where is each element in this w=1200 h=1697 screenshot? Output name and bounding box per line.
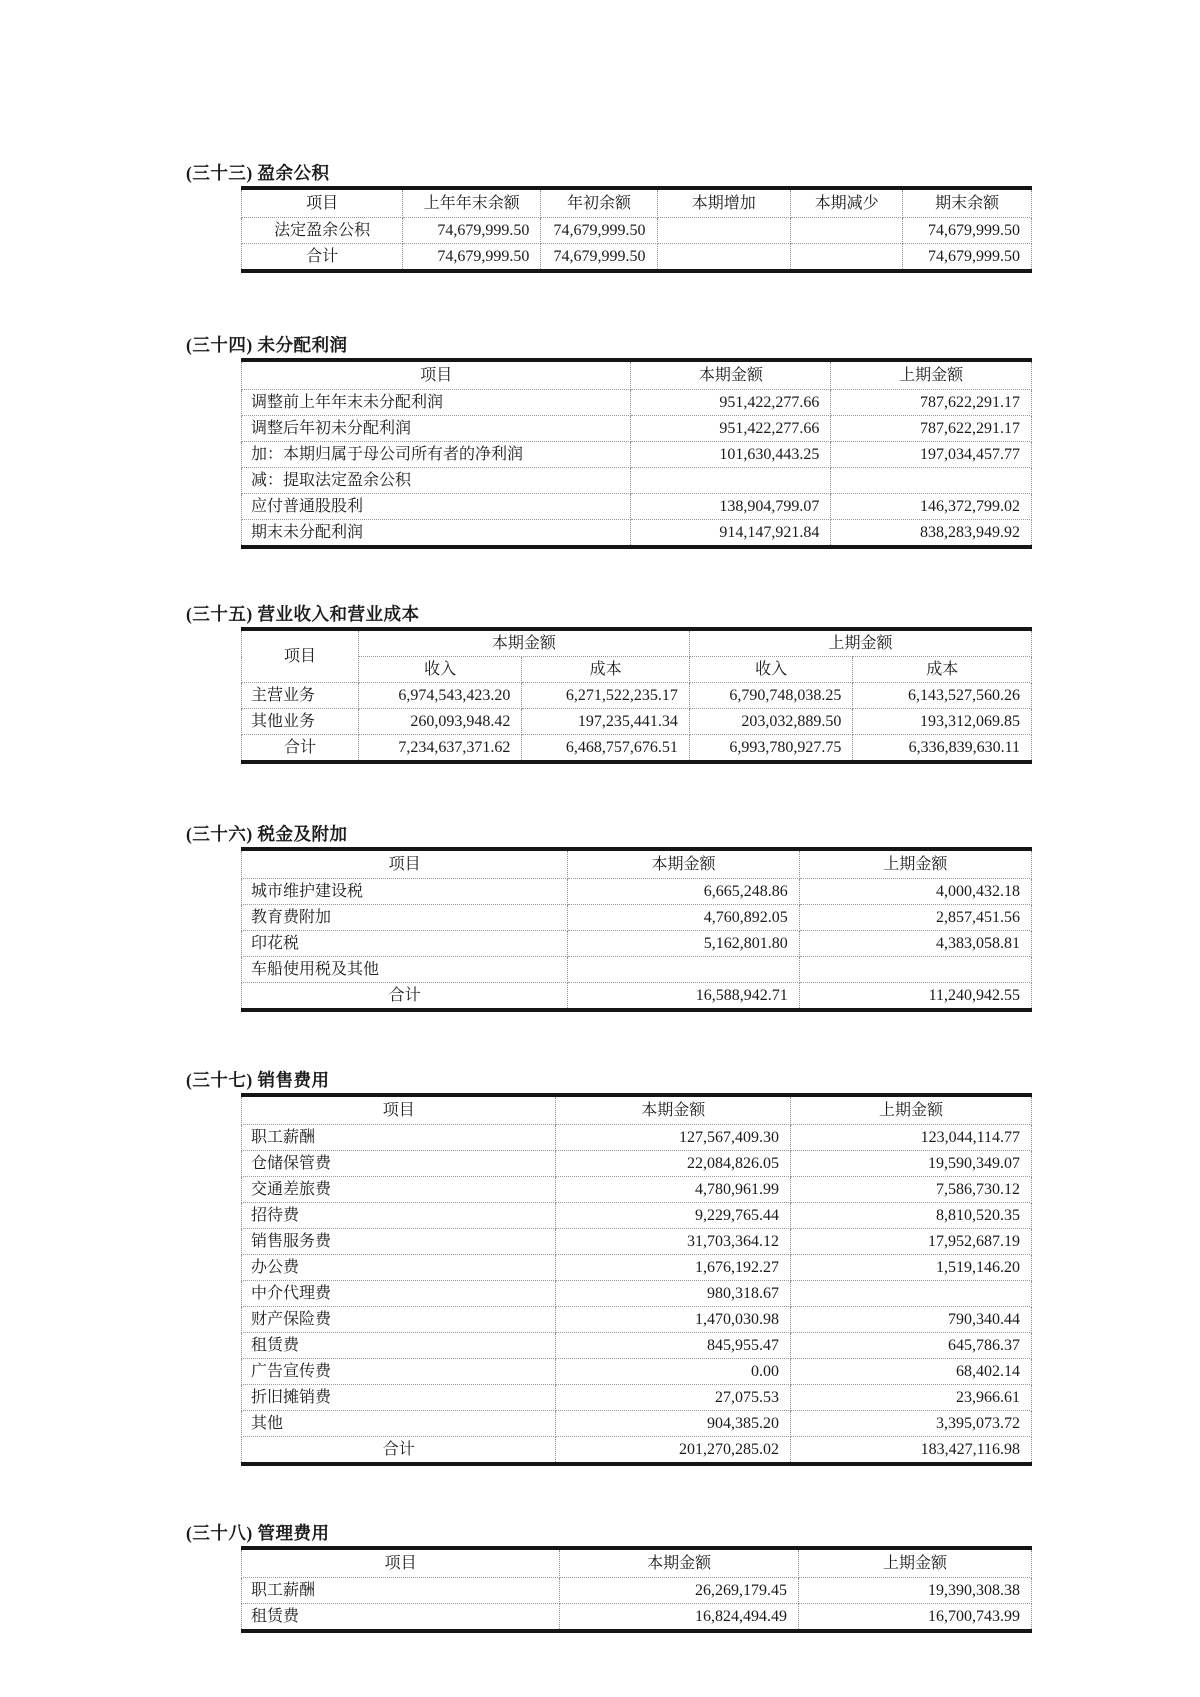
cell-value: 74,679,999.50	[403, 218, 541, 244]
cell-value: 101,630,443.25	[631, 442, 831, 468]
cell-value: 1,470,030.98	[556, 1307, 791, 1333]
cell-value	[799, 957, 1031, 983]
cell-value: 68,402.14	[791, 1359, 1032, 1385]
row-label: 法定盈余公积	[242, 218, 403, 244]
column-header: 项目	[242, 360, 631, 390]
row-label: 调整前上年年末未分配利润	[242, 390, 631, 416]
section-admin-expenses	[186, 1523, 1046, 1633]
table-row	[242, 416, 1032, 442]
cell-value: 74,679,999.50	[541, 218, 657, 244]
column-header: 项目	[242, 188, 403, 218]
cell-value: 19,590,349.07	[791, 1151, 1032, 1177]
cell-value: 16,824,494.49	[560, 1604, 799, 1632]
cell-value: 6,143,527,560.26	[853, 683, 1032, 709]
column-header: 上期金额	[798, 1548, 1031, 1578]
cell-value: 4,383,058.81	[799, 931, 1031, 957]
section-undistributed-profit	[186, 335, 1046, 549]
cell-value: 6,974,543,423.20	[358, 683, 522, 709]
cell-value	[657, 244, 791, 272]
row-label: 期末未分配利润	[242, 520, 631, 548]
table-row	[242, 905, 1032, 931]
cell-value: 22,084,826.05	[556, 1151, 791, 1177]
table-row	[242, 520, 1032, 548]
cell-value: 6,790,748,038.25	[689, 683, 853, 709]
column-header: 成本	[522, 657, 689, 683]
table-row	[242, 442, 1032, 468]
table-row	[242, 390, 1032, 416]
cell-value: 0.00	[556, 1359, 791, 1385]
section-title: (三十四) 未分配利润	[186, 335, 348, 355]
cell-value	[657, 218, 791, 244]
row-label: 合计	[242, 983, 568, 1011]
column-header: 期末余额	[903, 188, 1032, 218]
table-row	[242, 468, 1032, 494]
row-label: 财产保险费	[242, 1307, 556, 1333]
header-row	[242, 657, 1032, 683]
cell-value: 6,336,839,630.11	[853, 735, 1032, 763]
cell-value: 6,993,780,927.75	[689, 735, 853, 763]
cell-value: 838,283,949.92	[831, 520, 1032, 548]
cell-value: 787,622,291.17	[831, 390, 1032, 416]
cell-value: 183,427,116.98	[791, 1437, 1032, 1465]
cell-value: 74,679,999.50	[903, 218, 1032, 244]
column-header: 收入	[358, 657, 522, 683]
column-header: 项目	[242, 1095, 556, 1125]
row-label: 其他业务	[242, 709, 359, 735]
row-label: 印花税	[242, 931, 568, 957]
row-label: 销售服务费	[242, 1229, 556, 1255]
total-row	[242, 735, 1032, 763]
cell-value: 3,395,073.72	[791, 1411, 1032, 1437]
cell-value: 645,786.37	[791, 1333, 1032, 1359]
cell-value: 19,390,308.38	[798, 1578, 1031, 1604]
cell-value: 4,760,892.05	[568, 905, 799, 931]
column-header: 本期金额	[631, 360, 831, 390]
cell-value: 914,147,921.84	[631, 520, 831, 548]
row-label: 合计	[242, 1437, 556, 1465]
table-row	[242, 1385, 1032, 1411]
column-header: 项目	[242, 1548, 560, 1578]
cell-value: 16,700,743.99	[798, 1604, 1031, 1632]
row-label: 广告宣传费	[242, 1359, 556, 1385]
row-label: 租赁费	[242, 1333, 556, 1359]
row-label: 中介代理费	[242, 1281, 556, 1307]
table-row	[242, 1604, 1032, 1632]
undistributed-profit-table	[241, 358, 1032, 549]
table-row	[242, 709, 1032, 735]
row-label: 租赁费	[242, 1604, 560, 1632]
row-label: 合计	[242, 244, 403, 272]
header-row	[242, 629, 1032, 657]
section-taxes-surcharges	[186, 824, 1046, 1012]
table-row	[242, 1281, 1032, 1307]
cell-value: 7,234,637,371.62	[358, 735, 522, 763]
row-label: 合计	[242, 735, 359, 763]
row-label: 调整后年初未分配利润	[242, 416, 631, 442]
cell-value: 74,679,999.50	[903, 244, 1032, 272]
section-title: (三十六) 税金及附加	[186, 824, 348, 844]
section-title: (三十三) 盈余公积	[186, 163, 330, 183]
table-row	[242, 1255, 1032, 1281]
row-label: 交通差旅费	[242, 1177, 556, 1203]
cell-value: 790,340.44	[791, 1307, 1032, 1333]
cell-value: 6,468,757,676.51	[522, 735, 689, 763]
column-header: 成本	[853, 657, 1032, 683]
cell-value: 23,966.61	[791, 1385, 1032, 1411]
surplus-reserve-table	[241, 186, 1032, 273]
table-row	[242, 1307, 1032, 1333]
column-header: 上期金额	[791, 1095, 1032, 1125]
cell-value: 16,588,942.71	[568, 983, 799, 1011]
row-label: 办公费	[242, 1255, 556, 1281]
table-row	[242, 218, 1032, 244]
total-row	[242, 244, 1032, 272]
cell-value: 904,385.20	[556, 1411, 791, 1437]
section-title: (三十五) 营业收入和营业成本	[186, 604, 420, 624]
cell-value: 1,676,192.27	[556, 1255, 791, 1281]
row-label: 城市维护建设税	[242, 879, 568, 905]
cell-value: 8,810,520.35	[791, 1203, 1032, 1229]
cell-value: 2,857,451.56	[799, 905, 1031, 931]
column-header: 上期金额	[831, 360, 1032, 390]
cell-value	[631, 468, 831, 494]
column-header: 收入	[689, 657, 853, 683]
column-header: 本期金额	[568, 849, 799, 879]
row-label: 职工薪酬	[242, 1578, 560, 1604]
row-label: 车船使用税及其他	[242, 957, 568, 983]
column-header: 本期增加	[657, 188, 791, 218]
table-row	[242, 1151, 1032, 1177]
table-row	[242, 1333, 1032, 1359]
cell-value: 980,318.67	[556, 1281, 791, 1307]
table-row	[242, 957, 1032, 983]
header-row	[242, 1095, 1032, 1125]
cell-value: 127,567,409.30	[556, 1125, 791, 1151]
column-header: 上期金额	[689, 629, 1031, 657]
cell-value	[568, 957, 799, 983]
row-label: 主营业务	[242, 683, 359, 709]
column-header: 年初余额	[541, 188, 657, 218]
cell-value: 138,904,799.07	[631, 494, 831, 520]
row-label: 应付普通股股利	[242, 494, 631, 520]
section-title: (三十七) 销售费用	[186, 1070, 330, 1090]
cell-value: 951,422,277.66	[631, 416, 831, 442]
cell-value: 17,952,687.19	[791, 1229, 1032, 1255]
table-row	[242, 494, 1032, 520]
table-row	[242, 931, 1032, 957]
header-row	[242, 188, 1032, 218]
column-header: 本期减少	[791, 188, 903, 218]
row-label: 招待费	[242, 1203, 556, 1229]
cell-value: 6,271,522,235.17	[522, 683, 689, 709]
cell-value: 203,032,889.50	[689, 709, 853, 735]
cell-value: 197,034,457.77	[831, 442, 1032, 468]
cell-value: 11,240,942.55	[799, 983, 1031, 1011]
cell-value: 1,519,146.20	[791, 1255, 1032, 1281]
row-label: 减：提取法定盈余公积	[242, 468, 631, 494]
table-row	[242, 879, 1032, 905]
table-row	[242, 1578, 1032, 1604]
cell-value: 31,703,364.12	[556, 1229, 791, 1255]
cell-value: 197,235,441.34	[522, 709, 689, 735]
cell-value	[791, 218, 903, 244]
column-header: 本期金额	[358, 629, 689, 657]
cell-value: 74,679,999.50	[403, 244, 541, 272]
cell-value: 951,422,277.66	[631, 390, 831, 416]
cell-value: 74,679,999.50	[541, 244, 657, 272]
cell-value: 260,093,948.42	[358, 709, 522, 735]
section-title: (三十八) 管理费用	[186, 1523, 330, 1543]
cell-value: 6,665,248.86	[568, 879, 799, 905]
section-selling-expenses	[186, 1070, 1046, 1466]
header-row	[242, 849, 1032, 879]
column-header: 项目	[242, 629, 359, 683]
section-revenue-cost	[186, 604, 1046, 764]
table-row	[242, 1177, 1032, 1203]
column-header: 项目	[242, 849, 568, 879]
table-row	[242, 683, 1032, 709]
cell-value: 7,586,730.12	[791, 1177, 1032, 1203]
row-label: 仓储保管费	[242, 1151, 556, 1177]
cell-value: 123,044,114.77	[791, 1125, 1032, 1151]
column-header: 上年年末余额	[403, 188, 541, 218]
cell-value	[831, 468, 1032, 494]
table-row	[242, 1359, 1032, 1385]
total-row	[242, 1437, 1032, 1465]
table-row	[242, 1125, 1032, 1151]
row-label: 加：本期归属于母公司所有者的净利润	[242, 442, 631, 468]
cell-value: 787,622,291.17	[831, 416, 1032, 442]
table-row	[242, 1411, 1032, 1437]
cell-value: 201,270,285.02	[556, 1437, 791, 1465]
header-row	[242, 1548, 1032, 1578]
revenue-cost-table	[241, 627, 1032, 764]
cell-value: 146,372,799.02	[831, 494, 1032, 520]
cell-value: 5,162,801.80	[568, 931, 799, 957]
row-label: 其他	[242, 1411, 556, 1437]
row-label: 教育费附加	[242, 905, 568, 931]
row-label: 折旧摊销费	[242, 1385, 556, 1411]
admin-expenses-table	[241, 1546, 1032, 1633]
section-surplus-reserve	[186, 163, 1046, 273]
cell-value: 4,780,961.99	[556, 1177, 791, 1203]
column-header: 本期金额	[560, 1548, 799, 1578]
table-row	[242, 1229, 1032, 1255]
cell-value: 4,000,432.18	[799, 879, 1031, 905]
column-header: 上期金额	[799, 849, 1031, 879]
cell-value	[791, 1281, 1032, 1307]
table-row	[242, 1203, 1032, 1229]
cell-value: 9,229,765.44	[556, 1203, 791, 1229]
row-label: 职工薪酬	[242, 1125, 556, 1151]
cell-value: 27,075.53	[556, 1385, 791, 1411]
selling-expenses-table	[241, 1093, 1032, 1466]
cell-value: 845,955.47	[556, 1333, 791, 1359]
cell-value: 193,312,069.85	[853, 709, 1032, 735]
header-row	[242, 360, 1032, 390]
column-header: 本期金额	[556, 1095, 791, 1125]
cell-value: 26,269,179.45	[560, 1578, 799, 1604]
total-row	[242, 983, 1032, 1011]
cell-value	[791, 244, 903, 272]
taxes-surcharges-table	[241, 847, 1032, 1012]
